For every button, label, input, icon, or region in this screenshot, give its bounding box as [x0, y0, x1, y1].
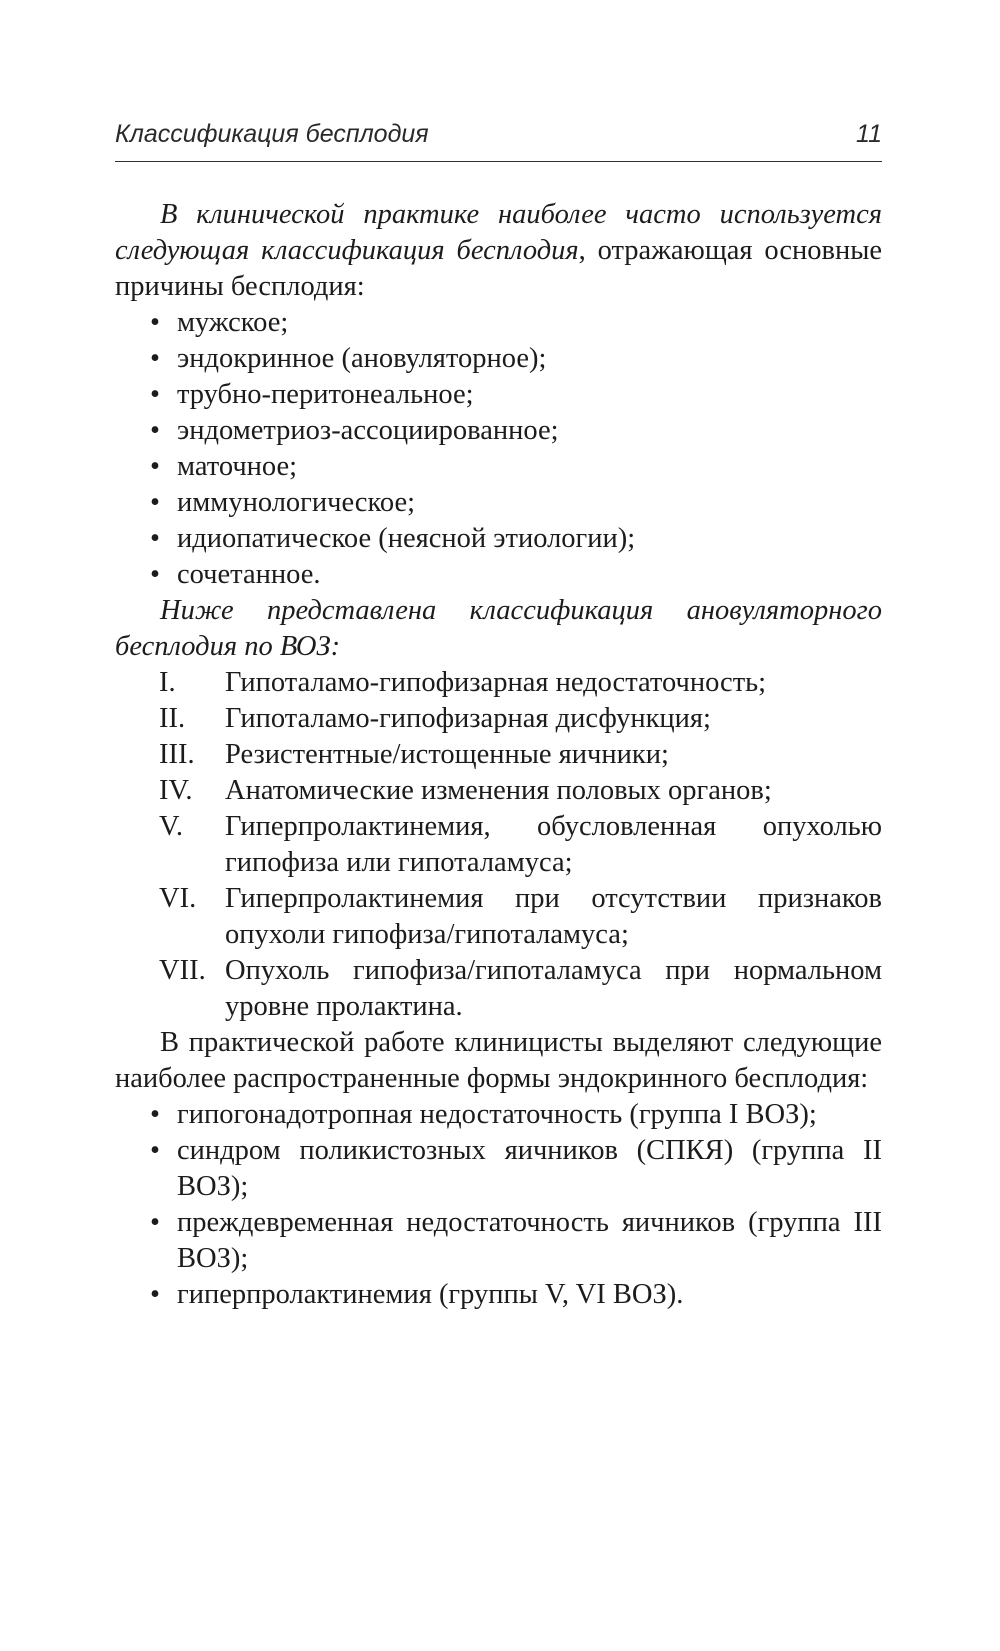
list-item: I. Гипоталамо-гипофизарная недостаточность; [115, 665, 882, 701]
list-item: • синдром поликистозных яичников (СПКЯ) (группа II ВОЗ); [150, 1135, 882, 1202]
intro-italic: В клинической практике наиболее часто используется следующая классификация бесплодия [115, 199, 882, 266]
list-item: III. Резистентные/истощенные яичники; [115, 737, 882, 773]
list-item: • иммунологическое; [115, 485, 882, 521]
practice-paragraph: В практической работе клиницисты выделяют следующие наиболее распространенные формы эндокринного бесплодия: [115, 1027, 882, 1094]
bullet-icon: • [150, 451, 160, 482]
roman-numeral: IV. [159, 775, 193, 806]
roman-numeral: V. [159, 811, 184, 842]
bullet-icon: • [150, 1135, 160, 1166]
bullet-icon: • [150, 487, 160, 518]
roman-numeral: I. [159, 667, 176, 698]
bullet-icon: • [150, 1099, 160, 1130]
intro-paragraph [115, 197, 882, 305]
list-item: II. Гипоталамо-гипофизарная дисфункция; [115, 701, 882, 737]
endocrine-forms-list [115, 1097, 882, 1313]
who-intro-italic: Ниже представлена классификация ановуляторного бесплодия по ВОЗ: [115, 595, 882, 662]
page-number: 11 [856, 120, 882, 148]
bullet-icon: • [150, 415, 160, 446]
list-item: V. Гиперпролактинемия, обусловленная опухолью гипофиза или гипоталамуса; [159, 811, 882, 878]
list-item: • трубно-перитонеальное; [115, 377, 882, 413]
bullet-icon: • [150, 523, 160, 554]
list-item: • идиопатическое (неясной этиологии); [115, 521, 882, 557]
bullet-icon: • [150, 379, 160, 410]
list-item: IV. Анатомические изменения половых органов; [115, 773, 882, 809]
list-item: • мужское; [115, 305, 882, 341]
bullet-icon: • [150, 1279, 160, 1310]
bullet-icon: • [150, 1207, 160, 1238]
roman-numeral: VI. [159, 883, 197, 914]
roman-numeral: III. [159, 739, 195, 770]
list-item: • сочетанное. [115, 557, 882, 593]
roman-numeral: II. [159, 703, 186, 734]
list-item: VI. Гиперпролактинемия при отсутствии признаков опухоли гипофиза/гипоталамуса; [159, 883, 882, 950]
bullet-icon: • [150, 343, 160, 374]
causes-list [115, 305, 882, 593]
list-item: • преждевременная недостаточность яичников (группа III ВОЗ); [150, 1207, 882, 1274]
list-item: • гипогонадотропная недостаточность (группа I ВОЗ); [115, 1097, 882, 1133]
bullet-icon: • [150, 559, 160, 590]
bullet-icon: • [150, 307, 160, 338]
list-item: VII. Опухоль гипофиза/гипоталамуса при нормальном уровне пролактина. [159, 955, 882, 1022]
roman-numeral: VII. [159, 955, 206, 986]
list-item: • гиперпролактинемия (группы V, VI ВОЗ). [115, 1277, 882, 1313]
list-item: • маточное; [115, 449, 882, 485]
who-intro-paragraph [115, 593, 882, 665]
running-head [115, 118, 882, 150]
header-divider [115, 161, 882, 162]
who-classification-list [115, 665, 882, 1025]
chapter-title: Классификация бесплодия [115, 120, 429, 148]
list-item: • эндокринное (ановуляторное); [115, 341, 882, 377]
body-text [115, 197, 882, 1313]
list-item: • эндометриоз-ассоциированное; [115, 413, 882, 449]
intro-rest: , отражающая основные причины бесплодия: [115, 235, 883, 302]
